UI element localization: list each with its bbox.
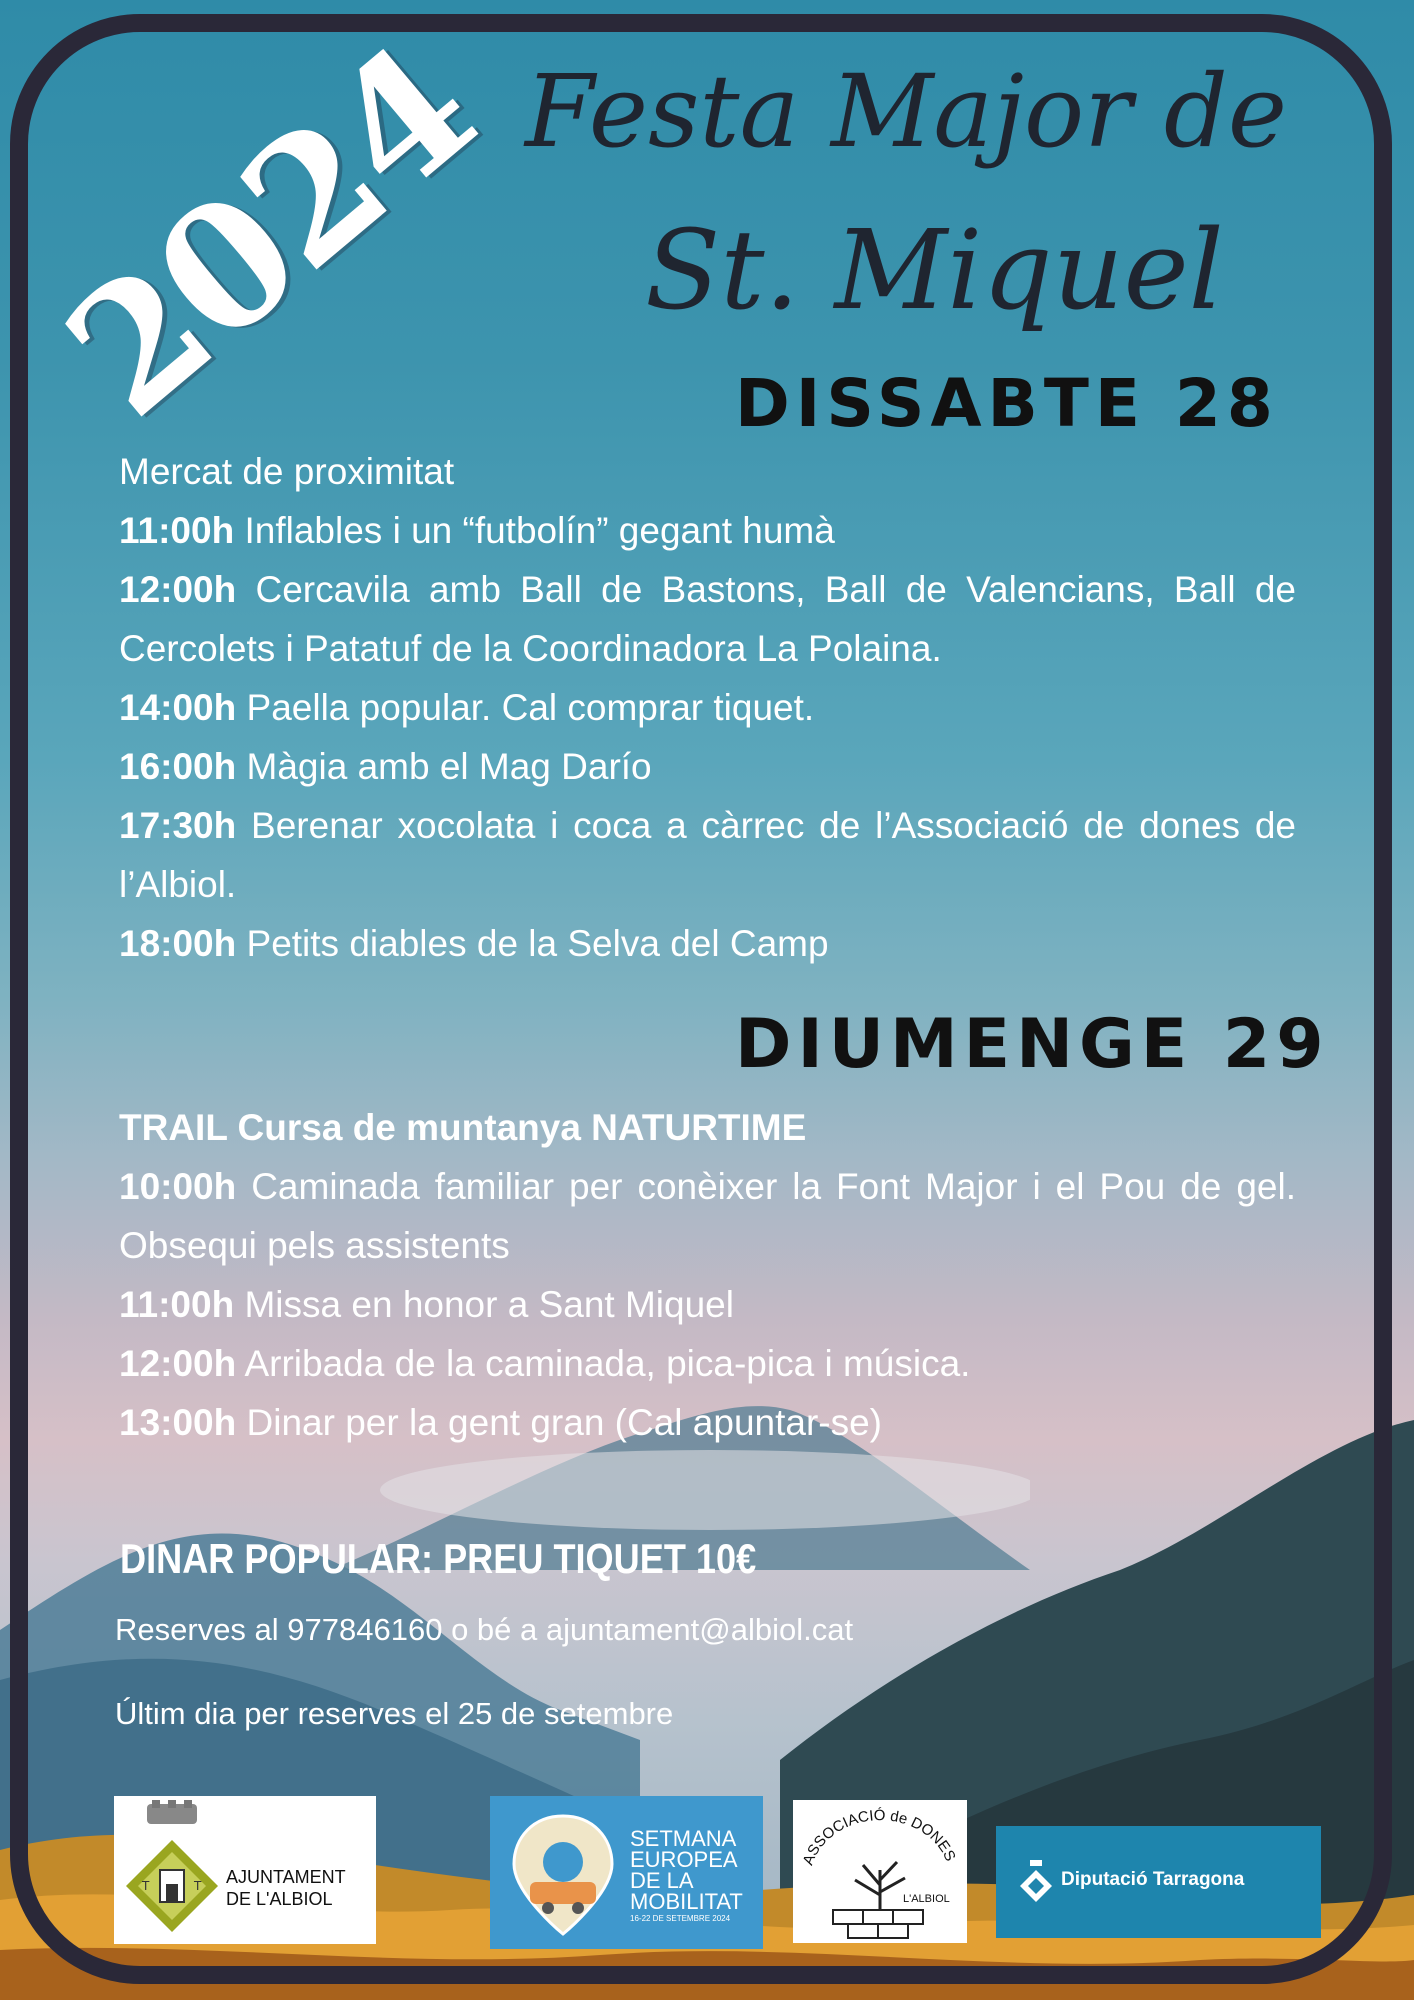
reservations-info: Reserves al 977846160 o bé a ajuntament@albiol.cat [115, 1612, 854, 1647]
event-row [119, 560, 1296, 678]
dones-sub-text: L'ALBIOL [903, 1893, 950, 1905]
mobility-line3: DE LA [630, 1868, 694, 1893]
event-text: Berenar xocolata i coca a càrrec de l’Associació de dones de l’Albiol. [119, 805, 1296, 905]
event-time: 12:00h [119, 1343, 237, 1384]
event-row [119, 737, 1296, 796]
map-pin-icon [508, 1812, 618, 1937]
mobility-line1: SETMANA [630, 1826, 737, 1851]
ajuntament-logo [114, 1796, 376, 1944]
event-time: 17:30h [119, 805, 237, 846]
diputacio-name: Diputació Tarragona [1061, 1869, 1245, 1890]
event-text: Petits diables de la Selva del Camp [236, 923, 829, 964]
event-text: Arribada de la caminada, pica-pica i música. [236, 1343, 971, 1384]
event-text: Dinar per la gent gran (Cal apuntar-se) [236, 1402, 882, 1443]
event-time: 13:00h [119, 1402, 237, 1443]
event-time: 16:00h [119, 746, 237, 787]
mobility-dates: 16-22 DE SETEMBRE 2024 [630, 1914, 731, 1923]
sunday-heading: DIUMENGE 29 [735, 1005, 1330, 1084]
festival-title-line1: Festa Major de [525, 53, 1288, 170]
event-row [119, 1393, 1296, 1452]
reservation-deadline: Últim dia per reserves el 25 de setembre [115, 1696, 674, 1731]
svg-text:T: T [142, 1879, 150, 1893]
associacio-dones-logo [793, 1800, 967, 1943]
coat-of-arms-icon [122, 1800, 222, 1940]
event-row [119, 1275, 1296, 1334]
event-time: 12:00h [119, 569, 237, 610]
diputacio-logo [996, 1826, 1321, 1938]
associacio-dones-emblem [793, 1800, 967, 1943]
sunday-schedule [119, 1098, 1296, 1452]
event-text: Paella popular. Cal comprar tiquet. [236, 687, 815, 728]
diputacio-emblem-icon [1018, 1860, 1054, 1904]
event-row [119, 678, 1296, 737]
svg-text:T: T [194, 1879, 202, 1893]
saturday-schedule [119, 442, 1296, 973]
mobility-line2: EUROPEA [630, 1847, 738, 1872]
sunday-intro: TRAIL Cursa de muntanya NATURTIME [119, 1107, 807, 1148]
mobility-title [630, 1828, 755, 1912]
event-text: Caminada familiar per conèixer la Font Major i el Pou de gel. Obsequi pels assistents [119, 1166, 1296, 1266]
saturday-heading: DISSABTE 28 [735, 365, 1279, 442]
event-row [119, 796, 1296, 914]
event-text: Màgia amb el Mag Darío [236, 746, 652, 787]
event-time: 11:00h [119, 1284, 235, 1325]
saturday-intro: Mercat de proximitat [119, 451, 455, 492]
event-text: Cercavila amb Ball de Bastons, Ball de Valencians, Ball de Cercolets i Patatuf de la Coordinadora La Polaina. [119, 569, 1296, 669]
event-text: Inflables i un “futbolín” gegant humà [234, 510, 835, 551]
event-row [119, 501, 1296, 560]
event-time: 18:00h [119, 923, 237, 964]
lunch-price: DINAR POPULAR: PREU TIQUET 10€ [120, 1535, 757, 1582]
ajuntament-line1: AJUNTAMENT [226, 1867, 346, 1887]
dones-arc-text: ASSOCIACIÓ de DONES [799, 1807, 959, 1868]
year-label: 2024 [30, 8, 510, 456]
mobility-week-logo [490, 1796, 763, 1949]
ajuntament-name [226, 1866, 346, 1910]
event-text: Missa en honor a Sant Miquel [234, 1284, 734, 1325]
festival-title-line2: St. Miquel [645, 206, 1224, 334]
event-time: 10:00h [119, 1166, 237, 1207]
svg-text:ASSOCIACIÓ de DONES [800, 1807, 959, 1867]
event-time: 11:00h [119, 510, 235, 551]
ajuntament-line2: DE L'ALBIOL [226, 1889, 333, 1909]
event-row [119, 914, 1296, 973]
event-row [119, 1334, 1296, 1393]
event-row [119, 1157, 1296, 1275]
event-time: 14:00h [119, 687, 237, 728]
mobility-line4: MOBILITAT [630, 1889, 743, 1914]
